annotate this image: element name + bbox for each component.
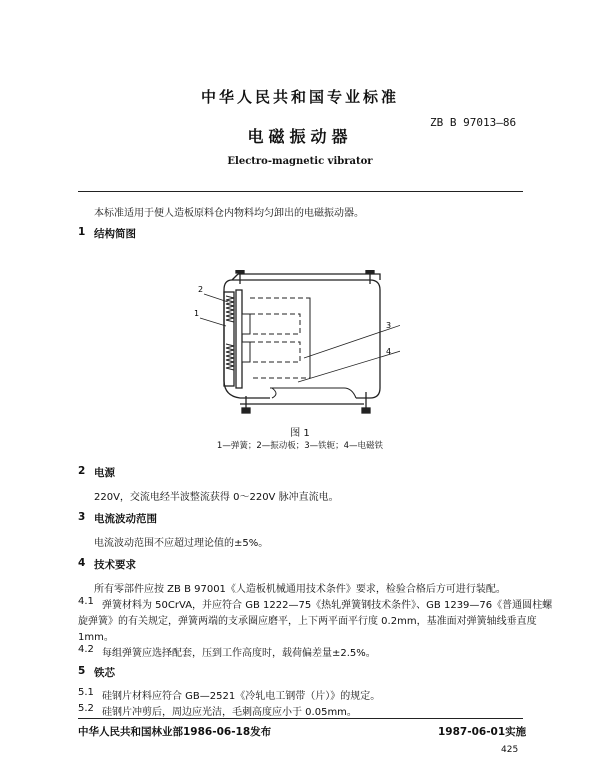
figure-caption: 1—弹簧；2—振动板；3—铁轭；4—电磁铁 [216, 441, 384, 451]
clause-4-1-line-2: 旋弹簧》的有关规定，弹簧两端的支承圈应磨平，上下两平面平行度 0.2mm，基准面对弹簧轴线垂直度 [78, 616, 537, 627]
issuing-organization: 中华人民共和国专业标准 [200, 88, 399, 106]
current-fluctuation-text: 电流波动范围不应超过理论值的±5%。 [94, 538, 269, 549]
clause-4-2-text: 每组弹簧应选择配套，压到工作高度时，载荷偏差量±2.5%。 [102, 648, 376, 659]
label-2: 2 [198, 285, 204, 294]
label-4: 4 [386, 347, 392, 356]
label-1: 1 [194, 309, 200, 318]
footer-rule [78, 718, 523, 719]
clause-5-1-number: 5.1 [78, 687, 94, 698]
section-4-title: 技术要求 [94, 559, 136, 571]
clause-5-2-number: 5.2 [78, 703, 94, 714]
effective-date: 1987-06-01实施 [438, 726, 527, 738]
section-3-number: 3 [78, 511, 86, 523]
clause-4-1-line-3: 1mm。 [78, 632, 114, 643]
label-3: 3 [386, 321, 392, 330]
clause-5-2-text: 硅钢片冲剪后，周边应光洁，毛刺高度应小于 0.05mm。 [102, 707, 357, 718]
section-4-number: 4 [78, 557, 86, 569]
section-2-number: 2 [78, 465, 86, 477]
figure-title: 图 1 [290, 428, 310, 439]
technical-requirements-intro: 所有零部件应按 ZB B 97001《人造板机械通用技术条件》要求，检验合格后方可进行装配。 [94, 584, 506, 595]
vibrator-structure-diagram [180, 270, 400, 420]
section-3-title: 电流波动范围 [94, 513, 157, 525]
power-supply-text: 220V，交流电经半波整流获得 0～220V 脉冲直流电。 [94, 492, 339, 503]
section-2-title: 电源 [94, 467, 115, 479]
clause-5-1-text: 硅钢片材料应符合 GB—2521《冷轧电工钢带（片）》的规定。 [102, 691, 381, 702]
section-5-title: 铁芯 [94, 667, 115, 679]
section-5-number: 5 [78, 665, 86, 677]
clause-4-1-number: 4.1 [78, 596, 94, 607]
issue-date: 中华人民共和国林业部1986-06-18发布 [78, 726, 272, 738]
scope-statement: 本标准适用于便人造板原料仓内物料均匀卸出的电磁振动器。 [94, 208, 364, 219]
header-rule [78, 191, 523, 192]
page-number: 425 [501, 745, 519, 755]
clause-4-2-number: 4.2 [78, 644, 94, 655]
section-1-title: 结构简图 [94, 228, 136, 240]
standard-code: ZB B 97013—86 [430, 116, 517, 129]
section-1-number: 1 [78, 226, 86, 238]
document-title: 电磁振动器 [247, 127, 353, 146]
clause-4-1-line-1: 弹簧材料为 50CrVA，并应符合 GB 1222—75《热轧弹簧钢技术条件》、GB 1239—76《普通圆柱螺 [102, 600, 553, 611]
document-title-english: Electro-magnetic vibrator [227, 156, 373, 167]
